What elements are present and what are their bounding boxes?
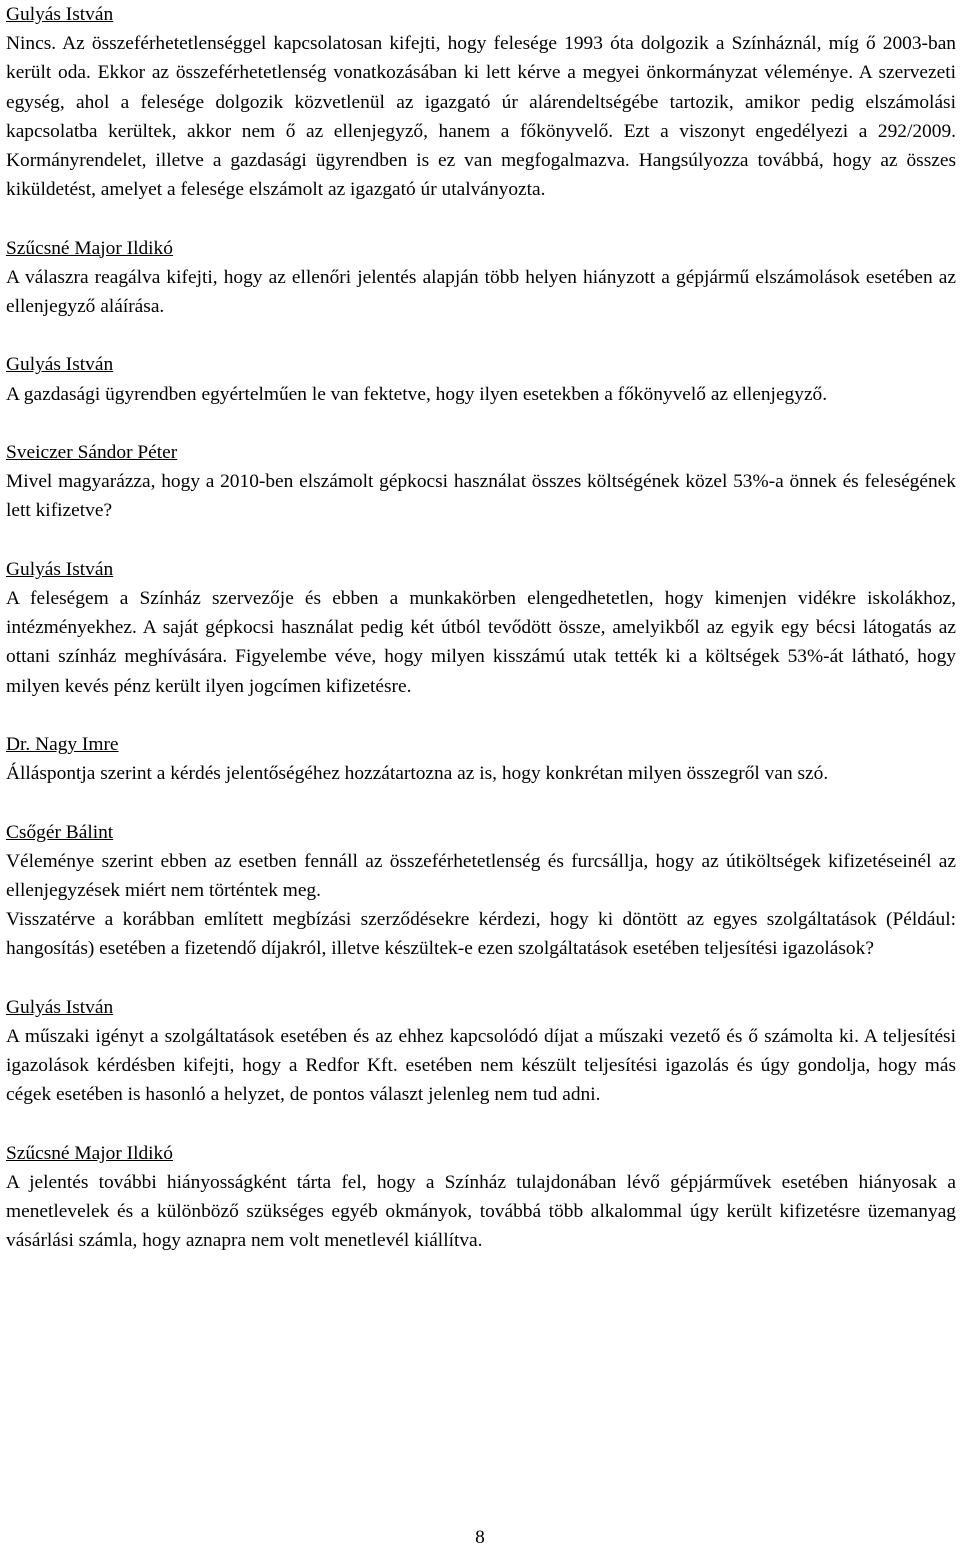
- speaker-name: Dr. Nagy Imre: [6, 734, 119, 755]
- speaker-name: Szűcsné Major Ildikó: [6, 237, 173, 259]
- transcript-block: [6, 730, 956, 788]
- statement-paragraph: A műszaki igényt a szolgáltatások esetében és az ehhez kapcsolódó díjat a műszaki vezető és ő számolta ki. A teljesítési igazolások kérdésben kifejti, hogy a Redfor Kft. esetében nem készült teljesítési igazolás és úgy gondolja, hogy más cégek esetében is hasonló a helyzet, de pontos választ jelenleg nem tud adni.: [6, 1026, 956, 1106]
- transcript-block: [6, 234, 956, 322]
- transcript-block: [6, 555, 956, 701]
- statement-paragraph: A válaszra reagálva kifejti, hogy az ellenőri jelentés alapján több helyen hiányzott a gépjármű elszámolások esetében az ellenjegyző aláírása.: [6, 266, 956, 318]
- speaker-name: Gulyás István: [6, 996, 114, 1018]
- speaker-name: Sveiczer Sándor Péter: [6, 442, 178, 463]
- statement-paragraph: Nincs. Az összeférhetetlenséggel kapcsolatosan kifejti, hogy felesége 1993 óta dolgozik a Színháznál, míg ő 2003-ban került oda. Ekkor az összeférhetetlenség vonatkozásában ki lett kérve a megyei önkormányzat véleménye. A szervezeti egység, ahol a felesége dolgozik közvetlenül az igazgató úr alárendeltségébe tartozik, amikor pedig elszámolási kapcsolatba kerültek, akkor nem ő az ellenjegyző, hanem a főkönyvelő. Ezt a viszonyt engedélyezi a 292/2009. Kormányrendelet, illetve a gazdasági ügyrendben is ez van megfogalmazva. Hangsúlyozza továbbá, hogy az összes kiküldetést, amelyet a felesége elszámolt az igazgató úr utalványozta.: [6, 33, 956, 201]
- speaker-name: Szűcsné Major Ildikó: [6, 1142, 173, 1164]
- statement-paragraph: A feleségem a Színház szervezője és ebben a munkakörben elengedhetetlen, hogy kimenjen vidékre iskolákhoz, intézményekhez. A saját gépkocsi használat pedig két útból tevődött össze, amelyikből az egyik egy bécsi látogatás az ottani színház meghívására. Figyelembe véve, hogy milyen kisszámú utak tették ki a költségek 53%-át látható, hogy milyen kevés pénz került ilyen jogcímen kifizetésre.: [6, 588, 956, 697]
- statement-paragraph: Mivel magyarázza, hogy a 2010-ben elszámolt gépkocsi használat összes költségének közel 53%-a önnek és feleségének lett kifizetve?: [6, 471, 956, 522]
- transcript-block: [6, 1139, 956, 1256]
- transcript-block: [6, 350, 956, 408]
- speaker-name: Gulyás István: [6, 4, 114, 25]
- speaker-name: Csőgér Bálint: [6, 821, 114, 843]
- document-body: [6, 0, 956, 1285]
- transcript-block: [6, 0, 956, 204]
- transcript-block: [6, 818, 956, 964]
- speaker-name: Gulyás István: [6, 354, 114, 376]
- speaker-name: Gulyás István: [6, 558, 114, 580]
- statement-paragraph: Visszatérve a korábban említett megbízási szerződésekre kérdezi, hogy ki döntött az egyes szolgáltatások (Például: hangosítás) esetében a fizetendő díjakról, illetve készültek-e ezen szolgáltatások esetében teljesítési igazolások?: [6, 909, 956, 960]
- transcript-block: [6, 993, 956, 1110]
- page-number: 8: [475, 1527, 485, 1548]
- statement-paragraph: A jelentés további hiányosságként tárta fel, hogy a Színház tulajdonában lévő gépjárművek esetében hiányosak a menetlevelek és a különböző szükséges egyéb okmányok, továbbá több alkalommal úgy került kifizetésre üzemanyag vásárlási számla, hogy aznapra nem volt menetlevél kiállítva.: [6, 1172, 956, 1252]
- statement-paragraph: A gazdasági ügyrendben egyértelműen le van fektetve, hogy ilyen esetekben a főkönyvelő az ellenjegyző.: [6, 383, 828, 405]
- statement-paragraph: Véleménye szerint ebben az esetben fennáll az összeférhetetlenség és furcsállja, hogy az útiköltségek kifizetéseinél az ellenjegyzések miért nem történtek meg.: [6, 850, 956, 901]
- transcript-block: [6, 438, 956, 526]
- statement-paragraph: Álláspontja szerint a kérdés jelentőségéhez hozzátartozna az is, hogy konkrétan milyen összegről van szó.: [6, 763, 829, 785]
